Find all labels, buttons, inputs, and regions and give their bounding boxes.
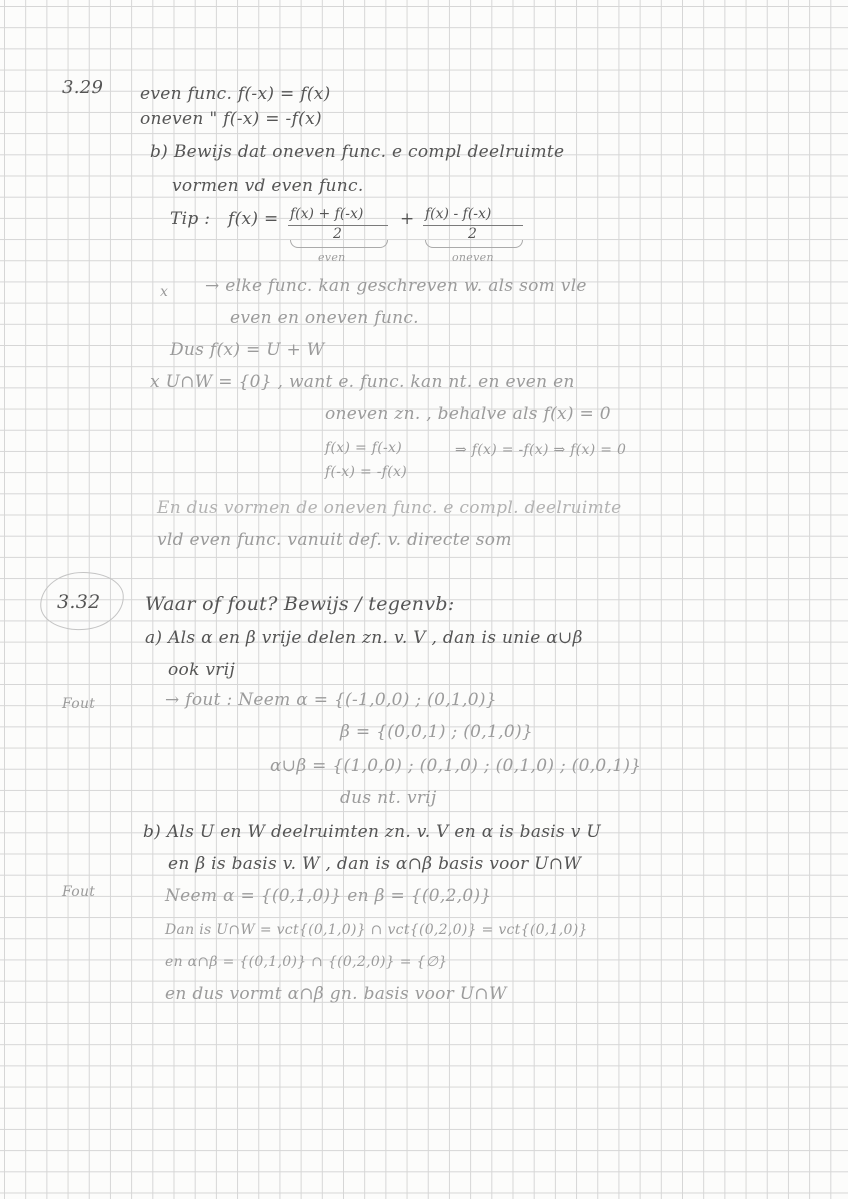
even-underbrace [290, 240, 388, 248]
point1-line1: → elke func. kan geschreven w. als som vle [205, 276, 587, 296]
part-a-conclusion: dus nt. vrij [340, 788, 437, 808]
tip-lhs: f(x) = [228, 209, 279, 229]
point2-equation1: f(x) = f(-x) [325, 440, 402, 456]
tip-fraction2-numerator: f(x) - f(-x) [425, 206, 492, 222]
point1-bullet: x [160, 284, 169, 300]
tip-fraction1-denominator: 2 [333, 226, 342, 242]
point2-implication: ⇒ f(x) = -f(x) ⇒ f(x) = 0 [455, 442, 627, 458]
part-b-statement-line1: b) Bewijs dat oneven func. e compl deelruimte [150, 142, 565, 162]
point2-line1: x U∩W = {0} , want e. func. kan nt. en even en [150, 372, 575, 392]
tip-label: Tip : [170, 209, 211, 229]
tip-fraction1-numerator: f(x) + f(-x) [290, 206, 364, 222]
odd-label: oneven [452, 251, 494, 264]
problem-number-329: 3.29 [62, 77, 104, 98]
part-a-beta: β = {(0,0,1) ; (0,1,0)} [340, 722, 533, 742]
odd-underbrace [425, 240, 523, 248]
margin-fout-b: Fout [62, 884, 96, 900]
point2-equation2: f(-x) = -f(x) [325, 464, 407, 480]
part-a-statement-line2: ook vrij [168, 660, 236, 680]
part-b-conclusion: en dus vormt α∩β gn. basis voor U∩W [165, 984, 507, 1004]
tip-fraction2-denominator: 2 [468, 226, 477, 242]
part-a-statement-line1: a) Als α en β vrije delen zn. v. V , dan is unie α∪β [145, 628, 583, 648]
problem-332-heading: Waar of fout? Bewijs / tegenvb: [145, 593, 455, 615]
conclusion-line1: En dus vormen de oneven func. e compl. deelruimte [157, 498, 622, 518]
tip-plus: + [400, 209, 415, 229]
odd-definition: oneven " f(-x) = -f(x) [140, 109, 322, 129]
part-b-statement-line2: vormen vd even func. [172, 176, 364, 196]
even-definition: even func. f(-x) = f(x) [140, 84, 331, 104]
part-a-counterexample: → fout : Neem α = {(-1,0,0) ; (0,1,0)} [165, 690, 497, 710]
margin-fout-a: Fout [62, 696, 96, 712]
conclusion-line2: vld even func. vanuit def. v. directe som [157, 530, 512, 550]
part-b-counterexample: Neem α = {(0,1,0)} en β = {(0,2,0)} [165, 886, 492, 906]
point2-line2: oneven zn. , behalve als f(x) = 0 [325, 404, 611, 424]
part-a-union: α∪β = {(1,0,0) ; (0,1,0) ; (0,1,0) ; (0,0,1)} [270, 756, 642, 776]
point1-line2: even en oneven func. [230, 308, 419, 328]
even-label: even [318, 251, 346, 264]
part-b-332-line2: en β is basis v. W , dan is α∩β basis voor U∩W [168, 854, 582, 874]
part-b-332-line1: b) Als U en W deelruimten zn. v. V en α is basis v U [143, 822, 601, 842]
dus-line: Dus f(x) = U + W [170, 340, 325, 360]
part-b-intersection-spaces: Dan is U∩W = vct{(0,1,0)} ∩ vct{(0,2,0)} = vct{(0,1,0)} [165, 922, 588, 938]
part-b-intersection-bases: en α∩β = {(0,1,0)} ∩ {(0,2,0)} = {∅} [165, 954, 448, 970]
problem-number-332: 3.32 [57, 591, 101, 613]
